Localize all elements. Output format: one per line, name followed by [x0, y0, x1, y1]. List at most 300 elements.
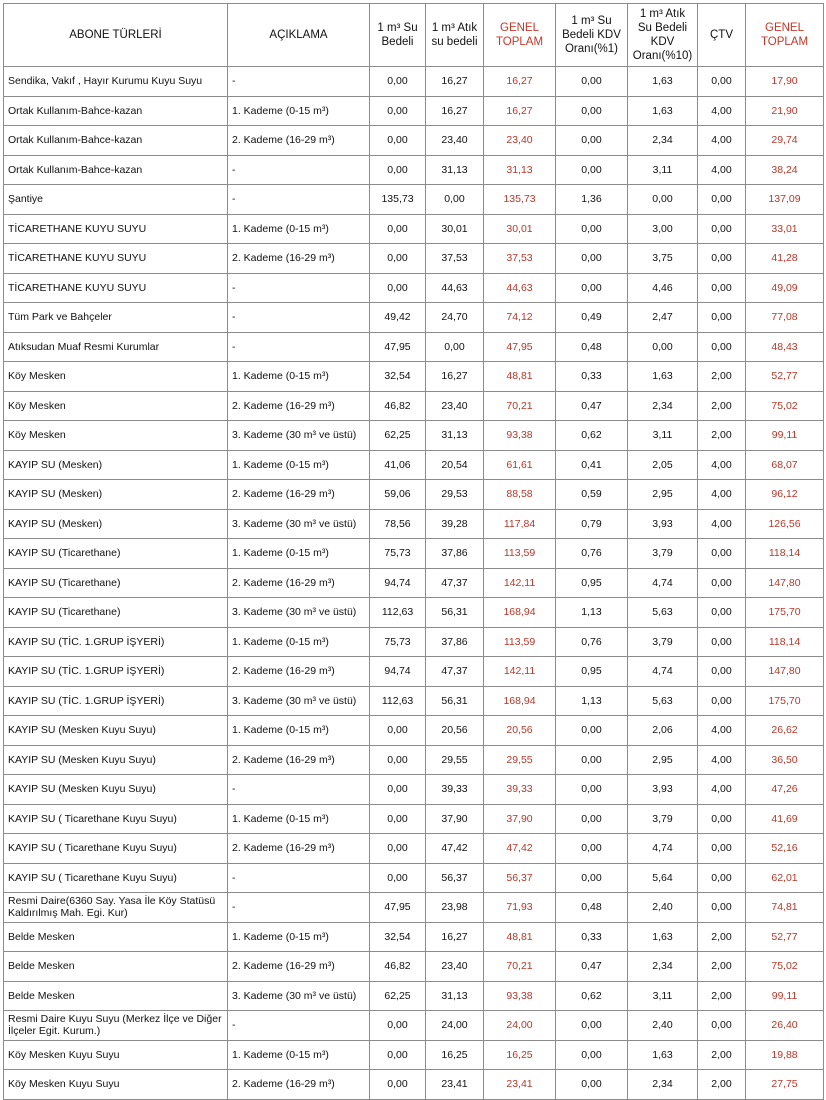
cell-su-bedeli: 46,82 [370, 391, 426, 421]
cell-su-bedeli: 112,63 [370, 598, 426, 628]
cell-atik-kdv: 2,34 [628, 952, 698, 982]
cell-genel-toplam-final: 38,24 [746, 155, 824, 185]
table-row [4, 804, 824, 834]
cell-aciklama: 1. Kademe (0-15 m³) [228, 627, 370, 657]
cell-atik-kdv: 3,75 [628, 244, 698, 274]
cell-ctv: 4,00 [698, 126, 746, 156]
cell-genel-toplam: 61,61 [484, 450, 556, 480]
cell-su-bedeli: 47,95 [370, 332, 426, 362]
cell-atik-kdv: 1,63 [628, 96, 698, 126]
cell-su-bedeli: 62,25 [370, 981, 426, 1011]
cell-aciklama: - [228, 67, 370, 97]
cell-aciklama: 3. Kademe (30 m³ ve üstü) [228, 981, 370, 1011]
table-row [4, 185, 824, 215]
cell-atik-kdv: 3,93 [628, 509, 698, 539]
cell-atik-kdv: 3,79 [628, 804, 698, 834]
table-row [4, 1011, 824, 1041]
cell-atik-su-bedeli: 20,56 [426, 716, 484, 746]
cell-atik-su-bedeli: 44,63 [426, 273, 484, 303]
cell-ctv: 0,00 [698, 568, 746, 598]
cell-su-bedeli: 41,06 [370, 450, 426, 480]
cell-su-kdv: 0,00 [556, 804, 628, 834]
cell-atik-su-bedeli: 37,53 [426, 244, 484, 274]
cell-genel-toplam: 24,00 [484, 1011, 556, 1041]
cell-genel-toplam-final: 17,90 [746, 67, 824, 97]
cell-atik-su-bedeli: 37,90 [426, 804, 484, 834]
table-row [4, 981, 824, 1011]
cell-atik-su-bedeli: 37,86 [426, 627, 484, 657]
cell-aciklama: 2. Kademe (16-29 m³) [228, 568, 370, 598]
cell-aciklama: - [228, 1011, 370, 1041]
cell-su-bedeli: 94,74 [370, 657, 426, 687]
cell-aciklama: 1. Kademe (0-15 m³) [228, 804, 370, 834]
cell-genel-toplam-final: 147,80 [746, 657, 824, 687]
cell-abone-turu: KAYIP SU (TİC. 1.GRUP İŞYERİ) [4, 627, 228, 657]
cell-aciklama: 1. Kademe (0-15 m³) [228, 362, 370, 392]
table-row [4, 657, 824, 687]
header-su-bedeli: 1 m³ Su Bedeli [370, 4, 426, 67]
table-row [4, 332, 824, 362]
cell-genel-toplam: 88,58 [484, 480, 556, 510]
cell-su-kdv: 0,76 [556, 627, 628, 657]
cell-ctv: 2,00 [698, 981, 746, 1011]
cell-su-bedeli: 135,73 [370, 185, 426, 215]
cell-ctv: 2,00 [698, 952, 746, 982]
cell-aciklama: - [228, 332, 370, 362]
cell-atik-kdv: 2,06 [628, 716, 698, 746]
cell-atik-kdv: 1,63 [628, 1040, 698, 1070]
cell-aciklama: 2. Kademe (16-29 m³) [228, 391, 370, 421]
cell-aciklama: 1. Kademe (0-15 m³) [228, 716, 370, 746]
cell-su-kdv: 0,59 [556, 480, 628, 510]
cell-atik-su-bedeli: 39,33 [426, 775, 484, 805]
cell-genel-toplam-final: 26,40 [746, 1011, 824, 1041]
cell-ctv: 4,00 [698, 509, 746, 539]
cell-ctv: 0,00 [698, 686, 746, 716]
cell-atik-su-bedeli: 23,40 [426, 391, 484, 421]
cell-abone-turu: KAYIP SU (Ticarethane) [4, 568, 228, 598]
cell-abone-turu: KAYIP SU (Mesken) [4, 450, 228, 480]
cell-su-kdv: 0,95 [556, 568, 628, 598]
cell-su-kdv: 0,48 [556, 332, 628, 362]
cell-abone-turu: TİCARETHANE KUYU SUYU [4, 214, 228, 244]
cell-genel-toplam: 48,81 [484, 362, 556, 392]
cell-aciklama: 1. Kademe (0-15 m³) [228, 1040, 370, 1070]
cell-ctv: 2,00 [698, 421, 746, 451]
cell-genel-toplam-final: 77,08 [746, 303, 824, 333]
cell-abone-turu: Atıksudan Muaf Resmi Kurumlar [4, 332, 228, 362]
cell-atik-su-bedeli: 16,27 [426, 96, 484, 126]
cell-atik-kdv: 3,11 [628, 155, 698, 185]
cell-genel-toplam-final: 96,12 [746, 480, 824, 510]
cell-abone-turu: Ortak Kullanım-Bahce-kazan [4, 126, 228, 156]
cell-aciklama: 3. Kademe (30 m³ ve üstü) [228, 686, 370, 716]
cell-ctv: 0,00 [698, 804, 746, 834]
cell-atik-su-bedeli: 23,98 [426, 893, 484, 923]
cell-genel-toplam-final: 29,74 [746, 126, 824, 156]
cell-genel-toplam: 23,41 [484, 1070, 556, 1100]
cell-genel-toplam: 168,94 [484, 598, 556, 628]
tariff-table [3, 3, 824, 1100]
cell-ctv: 0,00 [698, 244, 746, 274]
cell-su-kdv: 0,33 [556, 922, 628, 952]
table-row [4, 126, 824, 156]
cell-genel-toplam: 20,56 [484, 716, 556, 746]
cell-abone-turu: KAYIP SU (Mesken Kuyu Suyu) [4, 716, 228, 746]
table-row [4, 775, 824, 805]
table-row [4, 745, 824, 775]
cell-su-kdv: 0,00 [556, 155, 628, 185]
cell-su-bedeli: 0,00 [370, 96, 426, 126]
cell-atik-kdv: 2,34 [628, 126, 698, 156]
cell-su-bedeli: 0,00 [370, 775, 426, 805]
cell-aciklama: 2. Kademe (16-29 m³) [228, 834, 370, 864]
cell-genel-toplam: 16,27 [484, 67, 556, 97]
header-genel-toplam: GENEL TOPLAM [484, 4, 556, 67]
cell-genel-toplam-final: 99,11 [746, 421, 824, 451]
cell-abone-turu: KAYIP SU (Ticarethane) [4, 598, 228, 628]
cell-aciklama: 1. Kademe (0-15 m³) [228, 96, 370, 126]
cell-su-bedeli: 0,00 [370, 716, 426, 746]
cell-atik-su-bedeli: 23,40 [426, 952, 484, 982]
cell-su-bedeli: 32,54 [370, 362, 426, 392]
cell-su-kdv: 0,41 [556, 450, 628, 480]
header-su-kdv: 1 m³ Su Bedeli KDV Oranı(%1) [556, 4, 628, 67]
cell-aciklama: - [228, 185, 370, 215]
cell-abone-turu: Sendika, Vakıf , Hayır Kurumu Kuyu Suyu [4, 67, 228, 97]
cell-abone-turu: KAYIP SU (Mesken) [4, 509, 228, 539]
cell-abone-turu: TİCARETHANE KUYU SUYU [4, 273, 228, 303]
cell-genel-toplam: 70,21 [484, 391, 556, 421]
cell-su-kdv: 0,47 [556, 952, 628, 982]
table-row [4, 893, 824, 923]
table-row [4, 539, 824, 569]
cell-su-bedeli: 0,00 [370, 1011, 426, 1041]
cell-abone-turu: KAYIP SU ( Ticarethane Kuyu Suyu) [4, 863, 228, 893]
cell-su-bedeli: 0,00 [370, 244, 426, 274]
cell-su-bedeli: 0,00 [370, 1070, 426, 1100]
cell-genel-toplam: 74,12 [484, 303, 556, 333]
cell-su-kdv: 0,62 [556, 421, 628, 451]
cell-genel-toplam-final: 27,75 [746, 1070, 824, 1100]
table-body [4, 67, 824, 1100]
cell-genel-toplam: 16,25 [484, 1040, 556, 1070]
cell-aciklama: 2. Kademe (16-29 m³) [228, 480, 370, 510]
cell-atik-su-bedeli: 16,27 [426, 922, 484, 952]
cell-atik-su-bedeli: 31,13 [426, 155, 484, 185]
cell-genel-toplam: 16,27 [484, 96, 556, 126]
cell-abone-turu: Köy Mesken [4, 362, 228, 392]
cell-aciklama: 2. Kademe (16-29 m³) [228, 1070, 370, 1100]
cell-aciklama: - [228, 893, 370, 923]
cell-ctv: 4,00 [698, 716, 746, 746]
cell-atik-kdv: 2,40 [628, 1011, 698, 1041]
cell-ctv: 0,00 [698, 893, 746, 923]
cell-abone-turu: Resmi Daire(6360 Say. Yasa İle Köy Statüsü Kaldırılmış Mah. Egi. Kur) [4, 893, 228, 923]
cell-atik-kdv: 2,40 [628, 893, 698, 923]
cell-su-kdv: 0,00 [556, 273, 628, 303]
cell-su-kdv: 0,00 [556, 745, 628, 775]
cell-atik-kdv: 2,95 [628, 480, 698, 510]
cell-ctv: 0,00 [698, 627, 746, 657]
cell-aciklama: - [228, 303, 370, 333]
cell-atik-kdv: 2,05 [628, 450, 698, 480]
cell-genel-toplam: 142,11 [484, 568, 556, 598]
cell-atik-su-bedeli: 16,27 [426, 362, 484, 392]
cell-atik-su-bedeli: 23,40 [426, 126, 484, 156]
cell-su-bedeli: 94,74 [370, 568, 426, 598]
cell-su-bedeli: 47,95 [370, 893, 426, 923]
cell-atik-kdv: 2,47 [628, 303, 698, 333]
cell-atik-kdv: 1,63 [628, 362, 698, 392]
cell-ctv: 2,00 [698, 362, 746, 392]
cell-su-bedeli: 62,25 [370, 421, 426, 451]
cell-ctv: 2,00 [698, 391, 746, 421]
cell-su-kdv: 0,00 [556, 1040, 628, 1070]
cell-abone-turu: Tüm Park ve Bahçeler [4, 303, 228, 333]
cell-abone-turu: KAYIP SU (Ticarethane) [4, 539, 228, 569]
cell-genel-toplam-final: 47,26 [746, 775, 824, 805]
cell-atik-su-bedeli: 29,55 [426, 745, 484, 775]
table-row [4, 67, 824, 97]
header-atik-kdv: 1 m³ Atık Su Bedeli KDV Oranı(%10) [628, 4, 698, 67]
cell-genel-toplam: 142,11 [484, 657, 556, 687]
table-row [4, 834, 824, 864]
cell-atik-su-bedeli: 31,13 [426, 981, 484, 1011]
cell-aciklama: 1. Kademe (0-15 m³) [228, 214, 370, 244]
cell-ctv: 2,00 [698, 922, 746, 952]
cell-su-kdv: 0,00 [556, 126, 628, 156]
cell-su-bedeli: 32,54 [370, 922, 426, 952]
cell-su-bedeli: 0,00 [370, 214, 426, 244]
header-genel-toplam-final: GENEL TOPLAM [746, 4, 824, 67]
cell-su-bedeli: 75,73 [370, 539, 426, 569]
cell-genel-toplam-final: 48,43 [746, 332, 824, 362]
cell-atik-su-bedeli: 47,37 [426, 657, 484, 687]
cell-ctv: 0,00 [698, 863, 746, 893]
cell-su-kdv: 0,00 [556, 863, 628, 893]
cell-genel-toplam-final: 118,14 [746, 539, 824, 569]
cell-ctv: 4,00 [698, 450, 746, 480]
cell-atik-su-bedeli: 0,00 [426, 332, 484, 362]
cell-genel-toplam-final: 41,69 [746, 804, 824, 834]
cell-abone-turu: Köy Mesken [4, 391, 228, 421]
cell-ctv: 2,00 [698, 1040, 746, 1070]
cell-abone-turu: KAYIP SU (Mesken Kuyu Suyu) [4, 775, 228, 805]
cell-su-kdv: 1,13 [556, 686, 628, 716]
cell-atik-kdv: 0,00 [628, 185, 698, 215]
table-row [4, 155, 824, 185]
cell-abone-turu: Köy Mesken Kuyu Suyu [4, 1040, 228, 1070]
cell-atik-su-bedeli: 23,41 [426, 1070, 484, 1100]
cell-abone-turu: KAYIP SU (Mesken Kuyu Suyu) [4, 745, 228, 775]
table-row [4, 391, 824, 421]
cell-genel-toplam-final: 36,50 [746, 745, 824, 775]
cell-genel-toplam-final: 126,56 [746, 509, 824, 539]
cell-genel-toplam: 135,73 [484, 185, 556, 215]
cell-aciklama: 3. Kademe (30 m³ ve üstü) [228, 509, 370, 539]
cell-ctv: 0,00 [698, 598, 746, 628]
cell-ctv: 4,00 [698, 480, 746, 510]
cell-atik-su-bedeli: 56,31 [426, 686, 484, 716]
cell-atik-kdv: 2,34 [628, 391, 698, 421]
cell-atik-kdv: 2,34 [628, 1070, 698, 1100]
cell-atik-kdv: 5,64 [628, 863, 698, 893]
table-row [4, 303, 824, 333]
cell-abone-turu: Ortak Kullanım-Bahce-kazan [4, 96, 228, 126]
cell-ctv: 4,00 [698, 775, 746, 805]
cell-su-bedeli: 78,56 [370, 509, 426, 539]
cell-su-kdv: 0,79 [556, 509, 628, 539]
cell-genel-toplam-final: 33,01 [746, 214, 824, 244]
cell-atik-su-bedeli: 0,00 [426, 185, 484, 215]
cell-su-kdv: 0,00 [556, 1070, 628, 1100]
cell-ctv: 0,00 [698, 539, 746, 569]
cell-su-kdv: 0,00 [556, 244, 628, 274]
cell-su-kdv: 0,49 [556, 303, 628, 333]
cell-atik-kdv: 3,79 [628, 627, 698, 657]
header-abone-turleri: ABONE TÜRLERİ [4, 4, 228, 67]
cell-su-kdv: 0,00 [556, 1011, 628, 1041]
cell-atik-su-bedeli: 16,25 [426, 1040, 484, 1070]
table-row [4, 1070, 824, 1100]
table-header [4, 4, 824, 67]
cell-atik-kdv: 1,63 [628, 922, 698, 952]
cell-atik-kdv: 3,00 [628, 214, 698, 244]
cell-su-kdv: 0,00 [556, 96, 628, 126]
table-row [4, 568, 824, 598]
cell-atik-kdv: 4,74 [628, 834, 698, 864]
header-aciklama: AÇIKLAMA [228, 4, 370, 67]
cell-su-bedeli: 0,00 [370, 126, 426, 156]
cell-ctv: 2,00 [698, 1070, 746, 1100]
cell-genel-toplam-final: 99,11 [746, 981, 824, 1011]
table-row [4, 509, 824, 539]
table-row [4, 244, 824, 274]
cell-genel-toplam-final: 19,88 [746, 1040, 824, 1070]
cell-atik-su-bedeli: 29,53 [426, 480, 484, 510]
cell-genel-toplam: 113,59 [484, 627, 556, 657]
cell-genel-toplam: 113,59 [484, 539, 556, 569]
cell-ctv: 0,00 [698, 1011, 746, 1041]
cell-su-kdv: 0,76 [556, 539, 628, 569]
cell-abone-turu: Köy Mesken Kuyu Suyu [4, 1070, 228, 1100]
cell-su-bedeli: 75,73 [370, 627, 426, 657]
table-row [4, 1040, 824, 1070]
cell-abone-turu: Belde Mesken [4, 952, 228, 982]
cell-ctv: 0,00 [698, 67, 746, 97]
cell-atik-kdv: 5,63 [628, 686, 698, 716]
cell-genel-toplam-final: 75,02 [746, 391, 824, 421]
cell-atik-kdv: 3,79 [628, 539, 698, 569]
cell-genel-toplam-final: 52,77 [746, 362, 824, 392]
table-row [4, 421, 824, 451]
cell-genel-toplam: 47,42 [484, 834, 556, 864]
cell-abone-turu: KAYIP SU (Mesken) [4, 480, 228, 510]
cell-atik-kdv: 0,00 [628, 332, 698, 362]
cell-genel-toplam: 37,53 [484, 244, 556, 274]
cell-atik-su-bedeli: 24,70 [426, 303, 484, 333]
cell-genel-toplam-final: 68,07 [746, 450, 824, 480]
cell-aciklama: 1. Kademe (0-15 m³) [228, 450, 370, 480]
cell-genel-toplam-final: 75,02 [746, 952, 824, 982]
cell-abone-turu: KAYIP SU (TİC. 1.GRUP İŞYERİ) [4, 657, 228, 687]
cell-atik-kdv: 1,63 [628, 67, 698, 97]
table-row [4, 450, 824, 480]
cell-su-bedeli: 0,00 [370, 273, 426, 303]
table-row [4, 922, 824, 952]
cell-atik-su-bedeli: 30,01 [426, 214, 484, 244]
table-row [4, 952, 824, 982]
cell-abone-turu: Şantiye [4, 185, 228, 215]
cell-genel-toplam: 168,94 [484, 686, 556, 716]
cell-su-kdv: 0,95 [556, 657, 628, 687]
cell-genel-toplam: 31,13 [484, 155, 556, 185]
cell-genel-toplam-final: 175,70 [746, 686, 824, 716]
cell-ctv: 4,00 [698, 155, 746, 185]
cell-genel-toplam: 47,95 [484, 332, 556, 362]
cell-abone-turu: TİCARETHANE KUYU SUYU [4, 244, 228, 274]
cell-abone-turu: Köy Mesken [4, 421, 228, 451]
cell-atik-su-bedeli: 56,31 [426, 598, 484, 628]
cell-ctv: 0,00 [698, 332, 746, 362]
table-row [4, 96, 824, 126]
cell-su-kdv: 0,33 [556, 362, 628, 392]
cell-su-bedeli: 46,82 [370, 952, 426, 982]
cell-aciklama: 1. Kademe (0-15 m³) [228, 539, 370, 569]
cell-aciklama: 2. Kademe (16-29 m³) [228, 952, 370, 982]
table-row [4, 627, 824, 657]
cell-aciklama: - [228, 863, 370, 893]
cell-genel-toplam-final: 74,81 [746, 893, 824, 923]
cell-ctv: 0,00 [698, 303, 746, 333]
cell-su-bedeli: 0,00 [370, 804, 426, 834]
cell-atik-su-bedeli: 39,28 [426, 509, 484, 539]
cell-atik-kdv: 4,46 [628, 273, 698, 303]
cell-atik-su-bedeli: 47,42 [426, 834, 484, 864]
cell-su-bedeli: 49,42 [370, 303, 426, 333]
cell-ctv: 0,00 [698, 657, 746, 687]
cell-atik-kdv: 2,95 [628, 745, 698, 775]
header-row [4, 4, 824, 67]
table-row [4, 598, 824, 628]
cell-atik-kdv: 3,11 [628, 981, 698, 1011]
cell-aciklama: 1. Kademe (0-15 m³) [228, 922, 370, 952]
cell-atik-su-bedeli: 20,54 [426, 450, 484, 480]
cell-genel-toplam-final: 118,14 [746, 627, 824, 657]
cell-atik-kdv: 4,74 [628, 657, 698, 687]
cell-genel-toplam: 93,38 [484, 981, 556, 1011]
cell-genel-toplam-final: 41,28 [746, 244, 824, 274]
cell-su-kdv: 0,00 [556, 775, 628, 805]
cell-su-bedeli: 59,06 [370, 480, 426, 510]
table-row [4, 273, 824, 303]
cell-aciklama: - [228, 775, 370, 805]
cell-su-kdv: 1,36 [556, 185, 628, 215]
cell-aciklama: - [228, 155, 370, 185]
cell-aciklama: 2. Kademe (16-29 m³) [228, 657, 370, 687]
cell-aciklama: - [228, 273, 370, 303]
cell-genel-toplam: 29,55 [484, 745, 556, 775]
cell-su-bedeli: 112,63 [370, 686, 426, 716]
cell-genel-toplam: 48,81 [484, 922, 556, 952]
cell-genel-toplam: 93,38 [484, 421, 556, 451]
cell-ctv: 4,00 [698, 745, 746, 775]
cell-genel-toplam: 37,90 [484, 804, 556, 834]
cell-atik-su-bedeli: 37,86 [426, 539, 484, 569]
cell-genel-toplam-final: 175,70 [746, 598, 824, 628]
table-row [4, 362, 824, 392]
